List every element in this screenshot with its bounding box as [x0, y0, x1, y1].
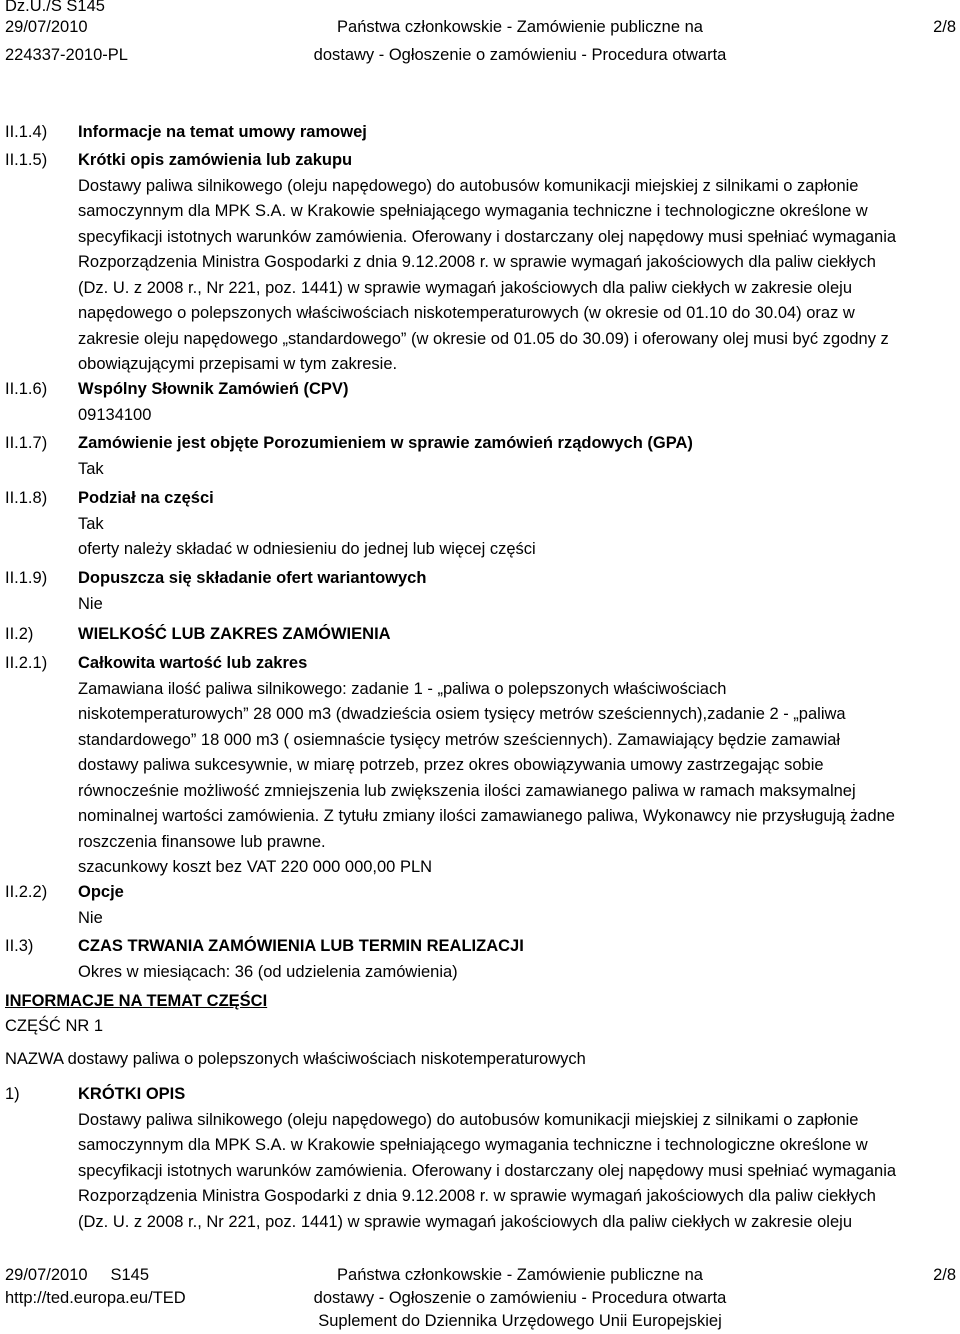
- text-line: (Dz. U. z 2008 r., Nr 221, poz. 1441) w sprawie wymagań jakościowych dla paliw ciekłych w zakresie oleju: [78, 1212, 852, 1231]
- section-number: II.1.5): [5, 151, 48, 169]
- text-line: (Dz. U. z 2008 r., Nr 221, poz. 1441) w sprawie wymagań jakościowych dla paliw ciekłych w zakresie oleju: [78, 278, 852, 297]
- text-line: specyfikacji istotnych warunków zamówienia. Oferowany i dostarczany olej napędowy musi spełniać wymagania: [78, 1161, 897, 1180]
- section-title: Zamówienie jest objęte Porozumieniem w sprawie zamówień rządowych (GPA): [78, 434, 693, 452]
- header-journal-ref: Dz.U./S S145: [5, 0, 105, 15]
- text-line: obowiązującymi przepisami w tym zakresie.: [78, 355, 398, 373]
- text-line: Rozporządzenia Ministra Gospodarki z dnia 9.12.2008 r. w sprawie wymagań jakościowych dla paliw ciekłych: [78, 1187, 876, 1205]
- text-line: niskotemperaturowych” 28 000 m3 (dwadzieścia osiem tysięcy metrów sześciennych),zadanie 2 - „paliwa: [78, 705, 846, 723]
- section-number: 1): [5, 1085, 20, 1103]
- section-title: Krótki opis zamówienia lub zakupu: [78, 151, 353, 169]
- section-lots: [78, 486, 958, 563]
- parts-info-heading: INFORMACJE NA TEMAT CZĘŚCI: [5, 992, 268, 1010]
- section-short-description: [78, 148, 958, 378]
- section-title: KRÓTKI OPIS: [78, 1085, 186, 1103]
- text-line: zakresie oleju napędowego „standardowego” (w okresie od 01.05 do 30.09) i oferowany olej musi być zgodny z: [78, 329, 889, 348]
- footer-url: http://ted.europa.eu/TED: [5, 1289, 186, 1307]
- text-line: oferty należy składać w odniesieniu do jednej lub więcej części: [78, 540, 536, 558]
- section-total-value: [78, 651, 958, 881]
- section-number: II.2.2): [5, 883, 48, 901]
- footer-date-issue: 29/07/2010 S145: [5, 1266, 150, 1284]
- text-line: Rozporządzenia Ministra Gospodarki z dnia 9.12.2008 r. w sprawie wymagań jakościowych dla paliw ciekłych: [78, 253, 876, 271]
- text-line: specyfikacji istotnych warunków zamówienia. Oferowany i dostarczany olej napędowy musi spełniać wymagania: [78, 227, 897, 246]
- text-line: Dostawy paliwa silnikowego (oleju napędowego) do autobusów komunikacji miejskiej z silnikami o zapłonie: [78, 176, 859, 195]
- answer-value: Nie: [78, 908, 103, 927]
- section-number: II.1.9): [5, 569, 48, 587]
- footer-supplement: Suplement do Dziennika Urzędowego Unii Europejskiej: [318, 1312, 722, 1330]
- answer-value: Tak: [78, 514, 104, 533]
- text-line: dostawy paliwa sukcesywnie, w miarę potrzeb, przez okres obowiązywania umowy zastrzegając sobie: [78, 756, 824, 774]
- section-framework-agreement: [78, 120, 958, 146]
- section-number: II.1.8): [5, 489, 48, 507]
- part-number: CZĘŚĆ NR 1: [5, 1017, 104, 1035]
- section-title: Całkowita wartość lub zakres: [78, 654, 308, 672]
- text-line: równocześnie możliwość zmniejszenia lub zwiększenia ilości zamawianego paliwa w ramach maksymalnej: [78, 781, 856, 800]
- section-title: CZAS TRWANIA ZAMÓWIENIA LUB TERMIN REALIZACJI: [78, 937, 524, 955]
- section-options: [78, 880, 958, 931]
- section-number: II.1.4): [5, 123, 48, 141]
- section-title: Dopuszcza się składanie ofert wariantowych: [78, 569, 427, 587]
- header-notice-id: 224337-2010-PL: [5, 46, 128, 64]
- header-page-number: 2/8: [933, 18, 956, 36]
- text-line: Zamawiana ilość paliwa silnikowego: zadanie 1 - „paliwa o polepszonych właściwościach: [78, 679, 727, 698]
- section-variants: [78, 566, 958, 617]
- section-number: II.1.7): [5, 434, 48, 452]
- part-name: NAZWA dostawy paliwa o polepszonych właściwościach niskotemperaturowych: [5, 1050, 586, 1068]
- section-number: II.2.1): [5, 654, 48, 672]
- section-gpa: [78, 431, 958, 482]
- answer-value: Tak: [78, 459, 104, 478]
- footer-page-number: 2/8: [933, 1266, 956, 1284]
- text-line: roszczenia finansowe lub prawne.: [78, 832, 326, 851]
- footer-title-line-1: Państwa członkowskie - Zamówienie publiczne na: [337, 1266, 703, 1284]
- text-line: samoczynnym dla MPK S.A. w Krakowie spełniającego wymagania techniczne i technologiczne określone w: [78, 1136, 868, 1154]
- section-title: Wspólny Słownik Zamówień (CPV): [78, 380, 349, 398]
- section-number: II.3): [5, 937, 34, 955]
- text-line: nominalnej wartości zamówienia. Z tytułu zmiany ilości zamawianego paliwa, Wykonawcy nie przysługują żadne: [78, 807, 895, 825]
- header-date: 29/07/2010: [5, 18, 88, 36]
- text-line: napędowego o polepszonych właściwościach niskotemperaturowych (w okresie od 01.10 do 30.04) oraz w: [78, 304, 855, 322]
- section-cpv: [78, 377, 958, 428]
- section-title: Podział na części: [78, 489, 214, 507]
- section-duration: [78, 934, 958, 985]
- text-line: standardowego” 18 000 m3 ( osiemnaście tysięcy metrów sześciennych). Zamawiający będzie zamawiał: [78, 730, 841, 749]
- duration-value: Okres w miesiącach: 36 (od udzielenia zamówienia): [78, 962, 458, 981]
- section-number: II.2): [5, 625, 34, 643]
- section-number: II.1.6): [5, 380, 48, 398]
- section-title: Opcje: [78, 883, 124, 901]
- text-line: samoczynnym dla MPK S.A. w Krakowie spełniającego wymagania techniczne i technologiczne określone w: [78, 202, 868, 220]
- section-title: Informacje na temat umowy ramowej: [78, 123, 367, 141]
- part-short-description: [78, 1082, 958, 1235]
- header-title-line-1: Państwa członkowskie - Zamówienie publiczne na: [337, 18, 703, 36]
- cpv-code: 09134100: [78, 405, 152, 424]
- header-title-line-2: dostawy - Ogłoszenie o zamówieniu - Procedura otwarta: [313, 46, 727, 64]
- section-title: WIELKOŚĆ LUB ZAKRES ZAMÓWIENIA: [78, 625, 391, 643]
- text-line: Dostawy paliwa silnikowego (oleju napędowego) do autobusów komunikacji miejskiej z silnikami o zapłonie: [78, 1110, 859, 1129]
- section-quantity-scope: [78, 622, 958, 648]
- footer-title-line-2: dostawy - Ogłoszenie o zamówieniu - Procedura otwarta: [313, 1289, 727, 1307]
- answer-value: Nie: [78, 594, 103, 613]
- estimated-cost: szacunkowy koszt bez VAT 220 000 000,00 PLN: [78, 858, 433, 876]
